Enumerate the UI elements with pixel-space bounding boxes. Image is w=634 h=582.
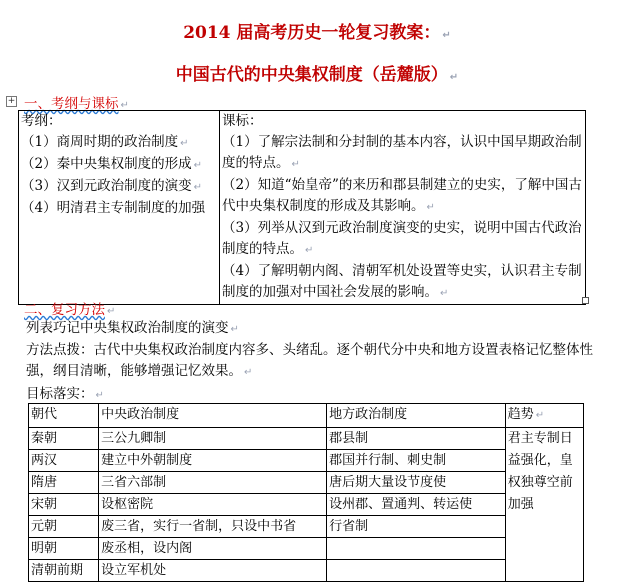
cell-central[interactable]: 废三省，实行一省制，只设中书省 xyxy=(99,516,327,538)
cell-central[interactable]: 建立中外朝制度 xyxy=(99,450,327,472)
cell-trend[interactable]: 君主专制日益强化，皇权独尊空前加强 xyxy=(505,428,583,582)
cell-dynasty[interactable]: 两汉 xyxy=(29,450,99,472)
method-tip: 方法点拨：古代中央集权政治制度内容多、头绪乱。逐个朝代分中央和地方设置表格记忆整体性强，纲目清晰，能够增强记忆效果。 ↵ xyxy=(26,342,593,379)
cell-central[interactable]: 三省六部制 xyxy=(99,472,327,494)
table-move-icon[interactable]: + xyxy=(7,96,16,106)
syllabus-left-header: 考纲： xyxy=(21,113,62,129)
syllabus-left-item: （2）秦中央集权制度的形成 ↵ xyxy=(21,156,202,172)
table-row xyxy=(29,560,584,582)
syllabus-right-item: （2）知道“始皇帝”的来历和郡县制建立的史实，了解中国古代中央集权制度的形成及其影响。 ↵ xyxy=(222,177,582,214)
document-subtitle: 中国古代的中央集权制度（岳麓版） ↵ xyxy=(175,65,459,85)
cell-local[interactable]: 设州郡、置通判、转运使 xyxy=(327,494,506,516)
cell-local[interactable]: 行省制 xyxy=(327,516,506,538)
section-heading-syllabus: 一、考纲与课标 ↵ xyxy=(24,96,129,112)
table-row xyxy=(29,494,584,516)
cell-central[interactable]: 三公九卿制 xyxy=(99,428,327,450)
cell-central[interactable]: 设立军机处 xyxy=(99,560,327,582)
section-heading-method: 二、复习方法 ↵ xyxy=(24,302,116,318)
syllabus-left-item: （1）商周时期的政治制度 ↵ xyxy=(21,134,189,150)
cell-local[interactable] xyxy=(327,538,506,560)
header-local[interactable]: 地方政治制度 xyxy=(327,404,506,428)
dynasty-table xyxy=(28,403,584,582)
syllabus-left-item: （4）明清君主专制制度的加强 xyxy=(21,200,206,216)
table-row xyxy=(29,450,584,472)
table-row xyxy=(29,538,584,560)
cell-local[interactable]: 郡县制 xyxy=(327,428,506,450)
cell-dynasty[interactable]: 秦朝 xyxy=(29,428,99,450)
table-header-row xyxy=(29,404,584,428)
table-row xyxy=(29,428,584,450)
header-central[interactable]: 中央政治制度 xyxy=(99,404,327,428)
header-dynasty[interactable]: 朝代 xyxy=(29,404,99,428)
cell-local[interactable] xyxy=(327,560,506,582)
syllabus-left-item: （3）汉到元政治制度的演变 ↵ xyxy=(21,178,202,194)
table-row xyxy=(29,516,584,538)
method-target: 目标落实： ↵ xyxy=(26,386,104,402)
table-resize-handle[interactable] xyxy=(582,297,589,304)
syllabus-table xyxy=(18,110,586,305)
cell-dynasty[interactable]: 宋朝 xyxy=(29,494,99,516)
syllabus-right-cell[interactable] xyxy=(220,111,586,305)
cell-dynasty[interactable]: 明朝 xyxy=(29,538,99,560)
cell-dynasty[interactable]: 清朝前期 xyxy=(29,560,99,582)
cell-central[interactable]: 设枢密院 xyxy=(99,494,327,516)
syllabus-left-cell[interactable] xyxy=(19,111,220,305)
document-title: 2014 届高考历史一轮复习教案： ↵ xyxy=(183,23,451,43)
cell-dynasty[interactable]: 元朝 xyxy=(29,516,99,538)
table-row xyxy=(29,472,584,494)
syllabus-right-item: （1）了解宗法制和分封制的基本内容，认识中国早期政治制度的特点。 ↵ xyxy=(222,134,582,171)
cell-dynasty[interactable]: 隋唐 xyxy=(29,472,99,494)
method-line: 列表巧记中央集权政治制度的演变 ↵ xyxy=(26,320,239,336)
syllabus-right-header: 课标： xyxy=(222,113,263,129)
syllabus-right-item: （4）了解明朝内阁、清朝军机处设置等史实，认识君主专制制度的加强对中国社会发展的影响。 ↵ xyxy=(222,263,582,300)
header-trend[interactable]: 趋势 ↵ xyxy=(505,404,583,428)
cell-central[interactable]: 废丞相，设内阁 xyxy=(99,538,327,560)
cell-local[interactable]: 郡国并行制、刺史制 xyxy=(327,450,506,472)
cell-local[interactable]: 唐后期大量设节度使 xyxy=(327,472,506,494)
syllabus-right-item: （3）列举从汉到元政治制度演变的史实，说明中国古代政治制度的特点。 ↵ xyxy=(222,220,582,257)
